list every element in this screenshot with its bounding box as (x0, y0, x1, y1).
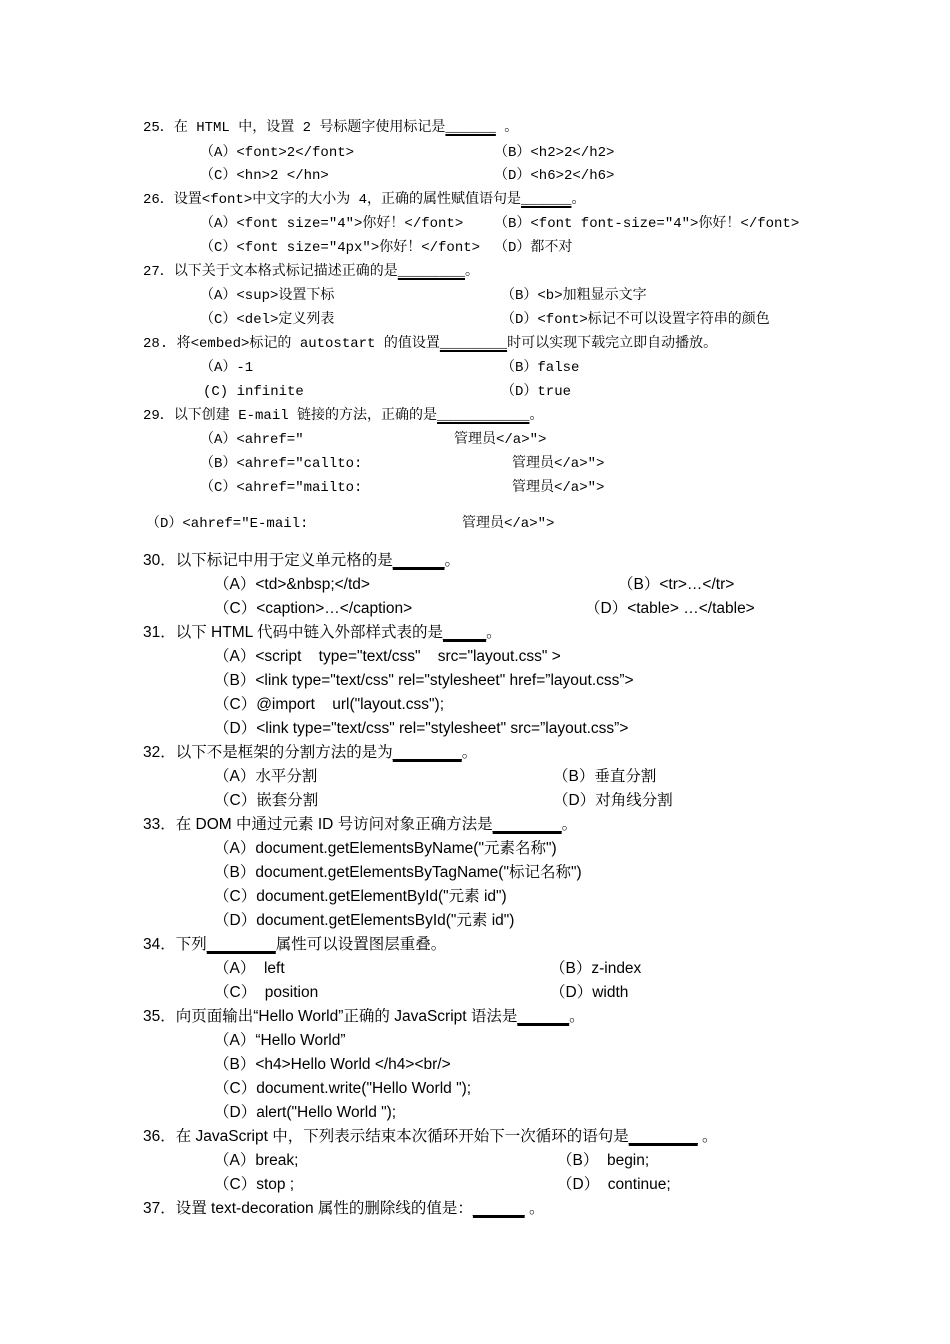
question-number: 29． (143, 408, 174, 424)
question-34-stem: 34．下列________属性可以设置图层重叠。 (143, 936, 447, 953)
answer-blank[interactable]: ______ (445, 120, 496, 136)
answer-blank[interactable]: ________ (392, 744, 462, 761)
option-d: （D）document.getElementsById("元素 id") (214, 912, 515, 929)
option-b: （B）<font font-size="4">你好！</font> (494, 216, 800, 232)
question-number: 27． (143, 264, 174, 280)
answer-blank[interactable]: ________ (397, 264, 466, 280)
option-c-tail: 管理员</a>"> (512, 480, 605, 496)
option-d: （D）true (501, 384, 572, 400)
option-d: （D）alert("Hello World "); (214, 1104, 397, 1121)
option-a: （A）break; (214, 1152, 299, 1169)
question-number: 30． (143, 552, 176, 569)
answer-blank[interactable]: ________ (206, 936, 276, 953)
option-a: （A）<font size="4">你好！</font> (200, 216, 464, 232)
option-c: （C）嵌套分割 (214, 792, 319, 809)
option-d: （D）<font>标记不可以设置字符串的颜色 (501, 312, 770, 328)
question-number: 31． (143, 624, 176, 641)
question-28-stem: 28. 将<embed>标记的 autostart 的值设置________时可以实现下载完立即自动播放。 (143, 336, 718, 352)
option-c: （C）<del>定义列表 (200, 312, 335, 328)
question-26-stem: 26．设置<font>中文字的大小为 4，正确的属性赋值语句是______。 (143, 192, 586, 208)
question-number: 33． (143, 816, 176, 833)
answer-blank[interactable]: ______ (392, 552, 445, 569)
question-number: 28. (143, 336, 169, 352)
option-a: （A）document.getElementsByName("元素名称") (214, 840, 557, 857)
option-d: （D） continue; (557, 1176, 671, 1193)
option-b: （B）<h4>Hello World </h4><br/> (214, 1056, 451, 1073)
option-c: （C）<ahref="mailto: (200, 480, 363, 496)
option-a: （A）<script type="text/css" src="layout.css" > (214, 648, 561, 665)
option-a: （A）水平分割 (214, 768, 318, 785)
option-b: （B）<link type="text/css" rel="stylesheet" href=”layout.css”> (214, 672, 634, 689)
option-d: （D）<link type="text/css" rel="stylesheet" src=”layout.css”> (214, 720, 629, 737)
question-37-stem: 37．设置 text-decoration 属性的删除线的值是：______ 。 (143, 1200, 545, 1217)
option-a: （A）<font>2</font> (200, 145, 355, 161)
question-number: 26． (143, 192, 174, 208)
option-a: （A）<td>&nbsp;</td> (214, 576, 370, 593)
option-b: （B）<h2>2</h2> (494, 145, 615, 161)
question-25-stem: 25．在 HTML 中，设置 2 号标题字使用标记是______ 。 (143, 120, 519, 136)
option-d: （D）<h6>2</h6> (494, 168, 615, 184)
option-c: （C）<hn>2 </hn> (200, 168, 329, 184)
question-35-stem: 35．向页面输出“Hello World”正确的 JavaScript 语法是______。 (143, 1008, 585, 1025)
option-c: （C）stop ; (214, 1176, 295, 1193)
question-number: 35． (143, 1008, 176, 1025)
option-a: （A）<ahref=" (200, 432, 304, 448)
answer-blank[interactable]: ______ (521, 192, 572, 208)
option-b: （B）z-index (550, 960, 642, 977)
option-a: （A）-1 (200, 360, 254, 376)
option-a: （A）“Hello World” (214, 1032, 346, 1049)
option-b: （B）<tr>…</tr> (618, 576, 735, 593)
question-number: 32． (143, 744, 176, 761)
option-b: （B）垂直分割 (553, 768, 657, 785)
option-c: (C) infinite (203, 384, 304, 400)
option-b: （B）document.getElementsByTagName("标记名称") (214, 864, 582, 881)
question-number: 36． (143, 1128, 176, 1145)
option-c: （C）<caption>…</caption> (214, 600, 413, 617)
option-a: （A）<sup>设置下标 (200, 288, 335, 304)
option-b-tail: 管理员</a>"> (512, 456, 605, 472)
answer-blank[interactable]: ______ (517, 1008, 570, 1025)
option-c: （C）document.write("Hello World "); (214, 1080, 472, 1097)
question-32-stem: 32．以下不是框架的分割方法的是为________。 (143, 744, 478, 761)
option-c: （C）document.getElementById("元素 id") (214, 888, 507, 905)
question-number: 25． (143, 120, 174, 136)
answer-blank[interactable]: ________ (492, 816, 562, 833)
question-number: 34． (143, 936, 176, 953)
question-number: 37． (143, 1200, 176, 1217)
option-d: （D）width (550, 984, 629, 1001)
option-b: （B）false (501, 360, 580, 376)
option-d: （D）都不对 (494, 240, 573, 256)
option-d-tail: 管理员</a>"> (462, 516, 555, 532)
option-d: （D）对角线分割 (553, 792, 673, 809)
answer-blank[interactable]: ________ (628, 1128, 698, 1145)
question-29-stem: 29．以下创建 E-mail 链接的方法，正确的是___________。 (143, 408, 544, 424)
option-a: （A） left (214, 960, 285, 977)
option-c: （C）<font size="4px">你好！</font> (200, 240, 481, 256)
answer-blank[interactable]: _____ (442, 624, 487, 641)
answer-blank[interactable]: ______ (472, 1200, 525, 1217)
option-b: （B） begin; (557, 1152, 650, 1169)
question-36-stem: 36．在 JavaScript 中，下列表示结束本次循环开始下一次循环的语句是________ 。 (143, 1128, 718, 1145)
option-c: （C） position (214, 984, 319, 1001)
option-a-tail: 管理员</a>"> (454, 432, 547, 448)
answer-blank[interactable]: ___________ (437, 408, 530, 424)
answer-blank[interactable]: ________ (439, 336, 508, 352)
question-27-stem: 27．以下关于文本格式标记描述正确的是________。 (143, 264, 480, 280)
option-b: （B）<ahref="callto: (200, 456, 363, 472)
question-30-stem: 30．以下标记中用于定义单元格的是______。 (143, 552, 461, 569)
option-d: （D）<table> …</table> (585, 600, 755, 617)
question-31-stem: 31．以下 HTML 代码中链入外部样式表的是_____。 (143, 624, 502, 641)
question-33-stem: 33．在 DOM 中通过元素 ID 号访问对象正确方法是________。 (143, 816, 578, 833)
option-c: （C）@import url("layout.css"); (214, 696, 444, 713)
option-d: （D）<ahref="E-mail: (146, 516, 309, 532)
option-b: （B）<b>加粗显示文字 (501, 288, 647, 304)
